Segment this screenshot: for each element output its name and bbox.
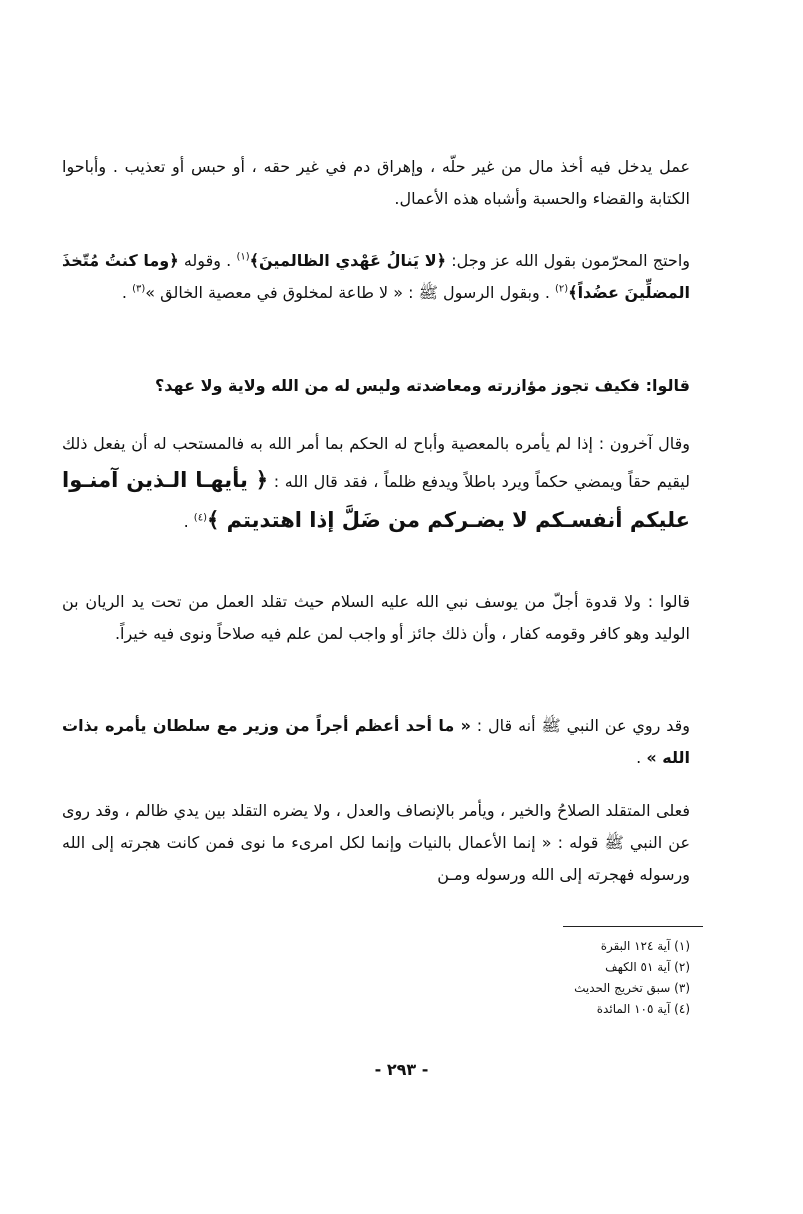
paragraph-1-text: عمل يدخل فيه أخذ مال من غير حلّه ، وإهراق دم في غير حقه ، أو حبس أو تعذيب . وأباحوا الكتابة والقضاء والحسبة وأشباه هذه الأعمال. (62, 157, 690, 208)
footnote-1: (١) آية ١٢٤ البقرة (600, 939, 690, 953)
footnote-divider (563, 926, 703, 927)
quran-verse-2: ﴿وما كنتُ مُتّخذَ المضلِّينَ عضُداً﴾ (62, 251, 690, 302)
page-number: - ٢٩٣ - (374, 1060, 429, 1079)
paragraph-6-intro: وقد روي عن النبي ﷺ أنه قال : (476, 716, 690, 735)
footnote-ref-3: (٣) (132, 283, 146, 295)
paragraph-4-end: . (183, 512, 189, 531)
paragraph-2-mid: . وقوله (183, 251, 232, 270)
paragraph-2 (62, 245, 690, 309)
footnote-4: (٤) آية ١٠٥ المائدة (596, 1002, 690, 1016)
paragraph-2-hadith-intro: . وبقول الرسول ﷺ : (408, 283, 550, 302)
paragraph-2-end: . (121, 283, 127, 302)
paragraph-1 (62, 151, 690, 215)
paragraph-4 (62, 428, 690, 540)
hadith-quote-1: « لا طاعة لمخلوق في معصية الخالق » (145, 283, 404, 302)
paragraph-5-text: قالوا : ولا قدوة أجلّ من يوسف نبي الله عليه السلام حيث تقلد العمل من تحت يد الريان بن الوليد وهو كافر وقومه كفار ، وأن ذلك جائز أو واجب لمن علم فيه صلاحاً ونوى فيه خيراً. (62, 592, 690, 643)
paragraph-5 (62, 586, 690, 650)
paragraph-6 (62, 710, 690, 774)
footnote-ref-2: (٢) (555, 283, 569, 295)
footnote-ref-1: (١) (236, 251, 250, 263)
footnote-ref-4: (٤) (193, 512, 207, 524)
quran-verse-3: ﴿ يأيهـا الـذين آمنـوا عليكم أنفسـكم لا يضـركم من ضَلَّ إذا اهتديتم ﴾ (62, 468, 690, 532)
quran-verse-1: ﴿لا يَنالُ عَهْدي الظالمينَ﴾ (249, 251, 447, 270)
paragraph-7 (62, 795, 690, 891)
paragraph-7-text: فعلى المتقلد الصلاحُ والخير ، ويأمر بالإنصاف والعدل ، ولا يضره التقلد بين يدي ظالم ، وقد روى عن النبي ﷺ قوله : « إنما الأعمال بالنيات وإنما لكل امرىء ما نوى فمن كانت هجرته إلى الله ورسوله فهجرته إلى الله ورسوله ومـن (62, 801, 690, 884)
paragraph-2-intro: واحتج المحرّمون بقول الله عز وجل: (451, 251, 690, 270)
paragraph-3 (62, 370, 690, 402)
paragraph-4-text: وقال آخرون : إذا لم يأمره بالمعصية وأباح له الحكم بما أمر الله به فالمستحب له أن يفعل ذلك ليقيم حقاً ويمضي حكماً ويرد باطلاً ويدفع ظلماً ، فقد قال الله : (62, 434, 690, 491)
footnote-2: (٢) آية ٥١ الكهف (605, 960, 690, 974)
footnotes (430, 936, 690, 1020)
paragraph-6-end: . (636, 748, 642, 767)
footnote-3: (٣) سبق تخريج الحديث (574, 981, 690, 995)
paragraph-3-text: قالوا: فكيف تجوز مؤازرته ومعاضدته وليس له من الله ولاية ولا عهد؟ (155, 376, 690, 395)
hadith-quote-2: « ما أحد أعظم أجراً من وزير مع سلطان يأمره بذات الله » (62, 716, 690, 767)
